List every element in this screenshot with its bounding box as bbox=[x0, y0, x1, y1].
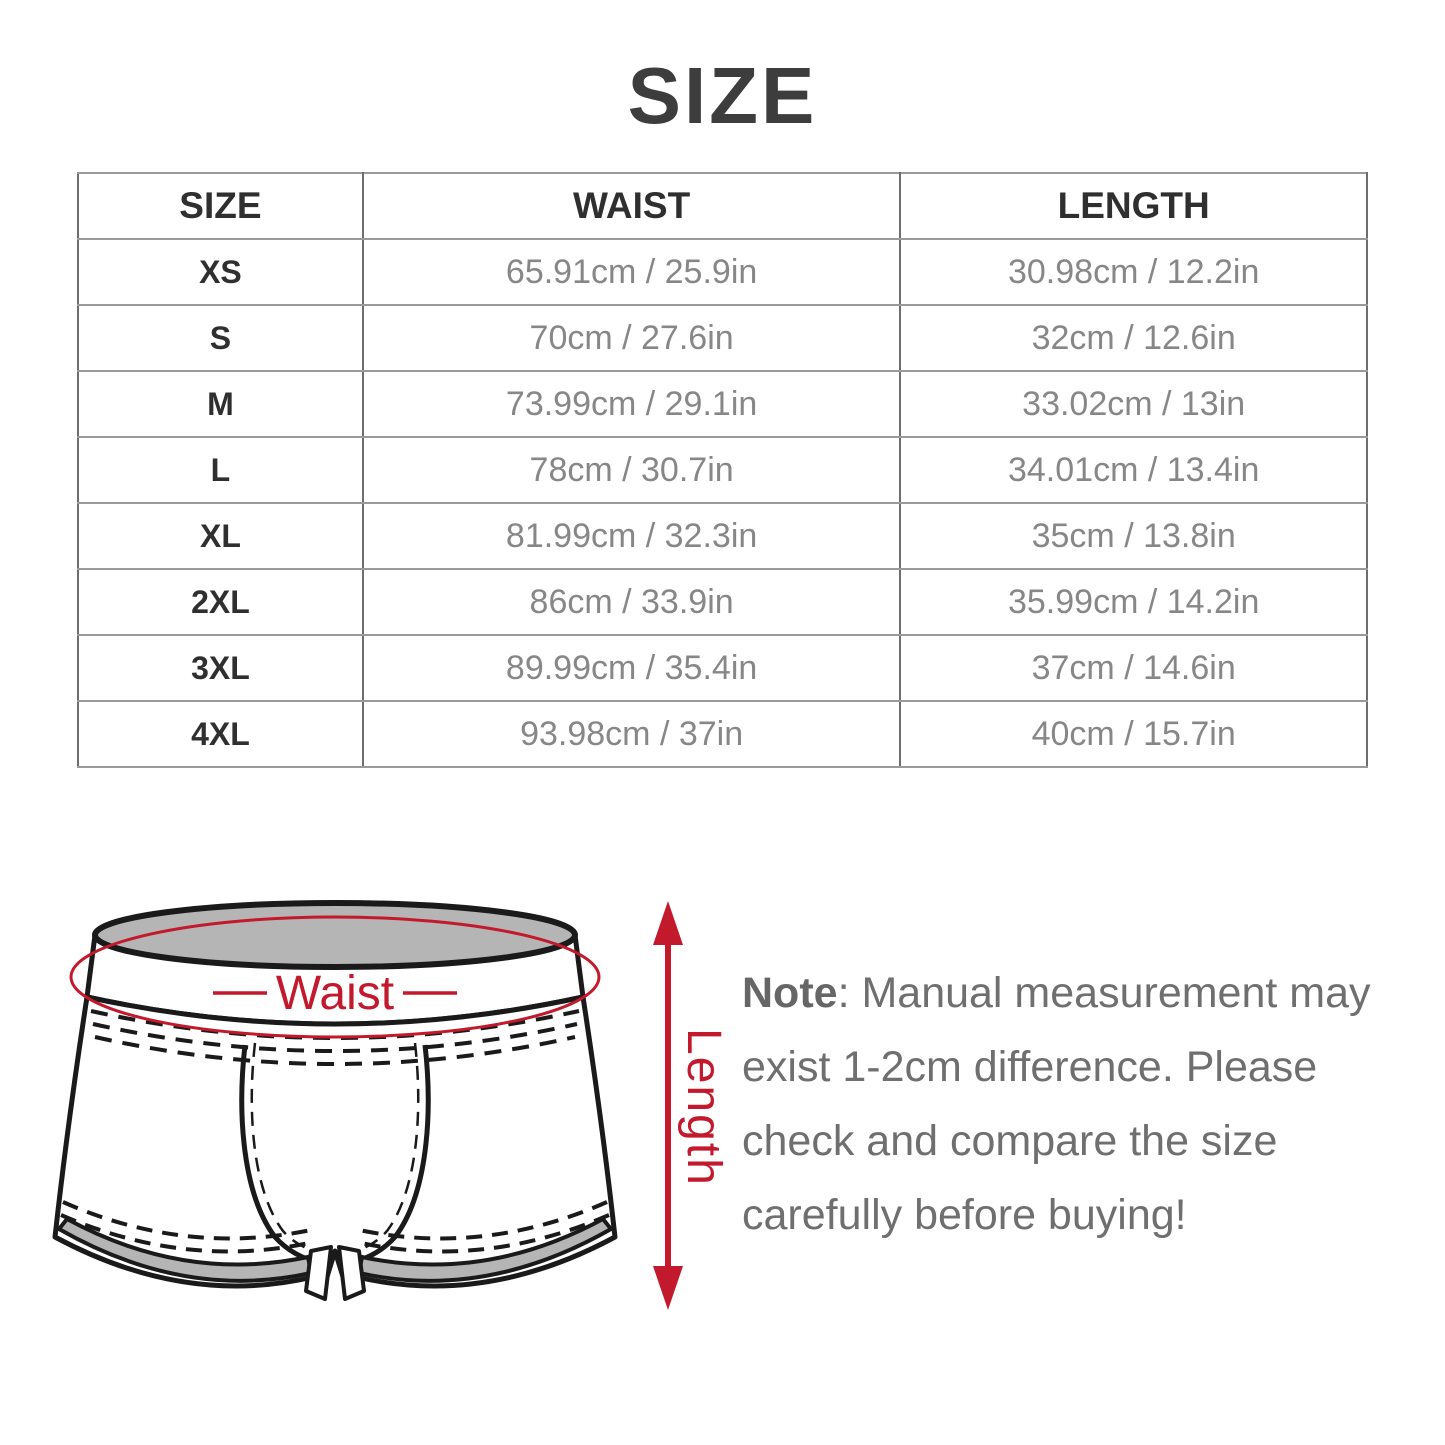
table-row bbox=[78, 239, 1367, 305]
row-length: 32cm / 12.6in bbox=[900, 305, 1367, 371]
row-waist: 78cm / 30.7in bbox=[363, 437, 901, 503]
row-size: M bbox=[78, 371, 363, 437]
waist-label: Waist bbox=[275, 967, 395, 1020]
table-row bbox=[78, 371, 1367, 437]
crotch-strip-right bbox=[339, 1247, 364, 1299]
row-length: 33.02cm / 13in bbox=[900, 371, 1367, 437]
header-length: LENGTH bbox=[900, 173, 1367, 239]
row-length: 34.01cm / 13.4in bbox=[900, 437, 1367, 503]
row-length: 40cm / 15.7in bbox=[900, 701, 1367, 767]
table-row bbox=[78, 569, 1367, 635]
row-size: 3XL bbox=[78, 635, 363, 701]
crotch-strip-left bbox=[306, 1247, 331, 1299]
row-waist: 65.91cm / 25.9in bbox=[363, 239, 901, 305]
row-size: 4XL bbox=[78, 701, 363, 767]
note-body: : Manual measurement may exist 1-2cm difference. Please check and compare the size carefully before buying! bbox=[742, 969, 1371, 1239]
row-waist: 81.99cm / 32.3in bbox=[363, 503, 901, 569]
row-length: 30.98cm / 12.2in bbox=[900, 239, 1367, 305]
note-label: Note bbox=[742, 969, 838, 1017]
header-size: SIZE bbox=[78, 173, 363, 239]
boxer-brief-diagram bbox=[35, 885, 635, 1330]
waistband-opening bbox=[95, 903, 575, 967]
row-waist: 89.99cm / 35.4in bbox=[363, 635, 901, 701]
row-length: 35.99cm / 14.2in bbox=[900, 569, 1367, 635]
size-table bbox=[77, 172, 1368, 768]
length-arrow-head-bottom bbox=[653, 1266, 683, 1310]
table-row bbox=[78, 503, 1367, 569]
row-size: XL bbox=[78, 503, 363, 569]
row-waist: 70cm / 27.6in bbox=[363, 305, 901, 371]
table-header-row bbox=[78, 173, 1367, 239]
row-size: L bbox=[78, 437, 363, 503]
row-length: 35cm / 13.8in bbox=[900, 503, 1367, 569]
row-waist: 73.99cm / 29.1in bbox=[363, 371, 901, 437]
table-row bbox=[78, 437, 1367, 503]
page-title: SIZE bbox=[627, 51, 818, 140]
header-waist: WAIST bbox=[363, 173, 901, 239]
table-row bbox=[78, 305, 1367, 371]
row-size: S bbox=[78, 305, 363, 371]
note-text bbox=[742, 956, 1410, 1252]
table-row bbox=[78, 635, 1367, 701]
row-size: 2XL bbox=[78, 569, 363, 635]
row-waist: 93.98cm / 37in bbox=[363, 701, 901, 767]
length-arrow-head-top bbox=[653, 901, 683, 945]
row-waist: 86cm / 33.9in bbox=[363, 569, 901, 635]
length-label: Length bbox=[677, 1028, 730, 1187]
row-size: XS bbox=[78, 239, 363, 305]
row-length: 37cm / 14.6in bbox=[900, 635, 1367, 701]
table-row bbox=[78, 701, 1367, 767]
